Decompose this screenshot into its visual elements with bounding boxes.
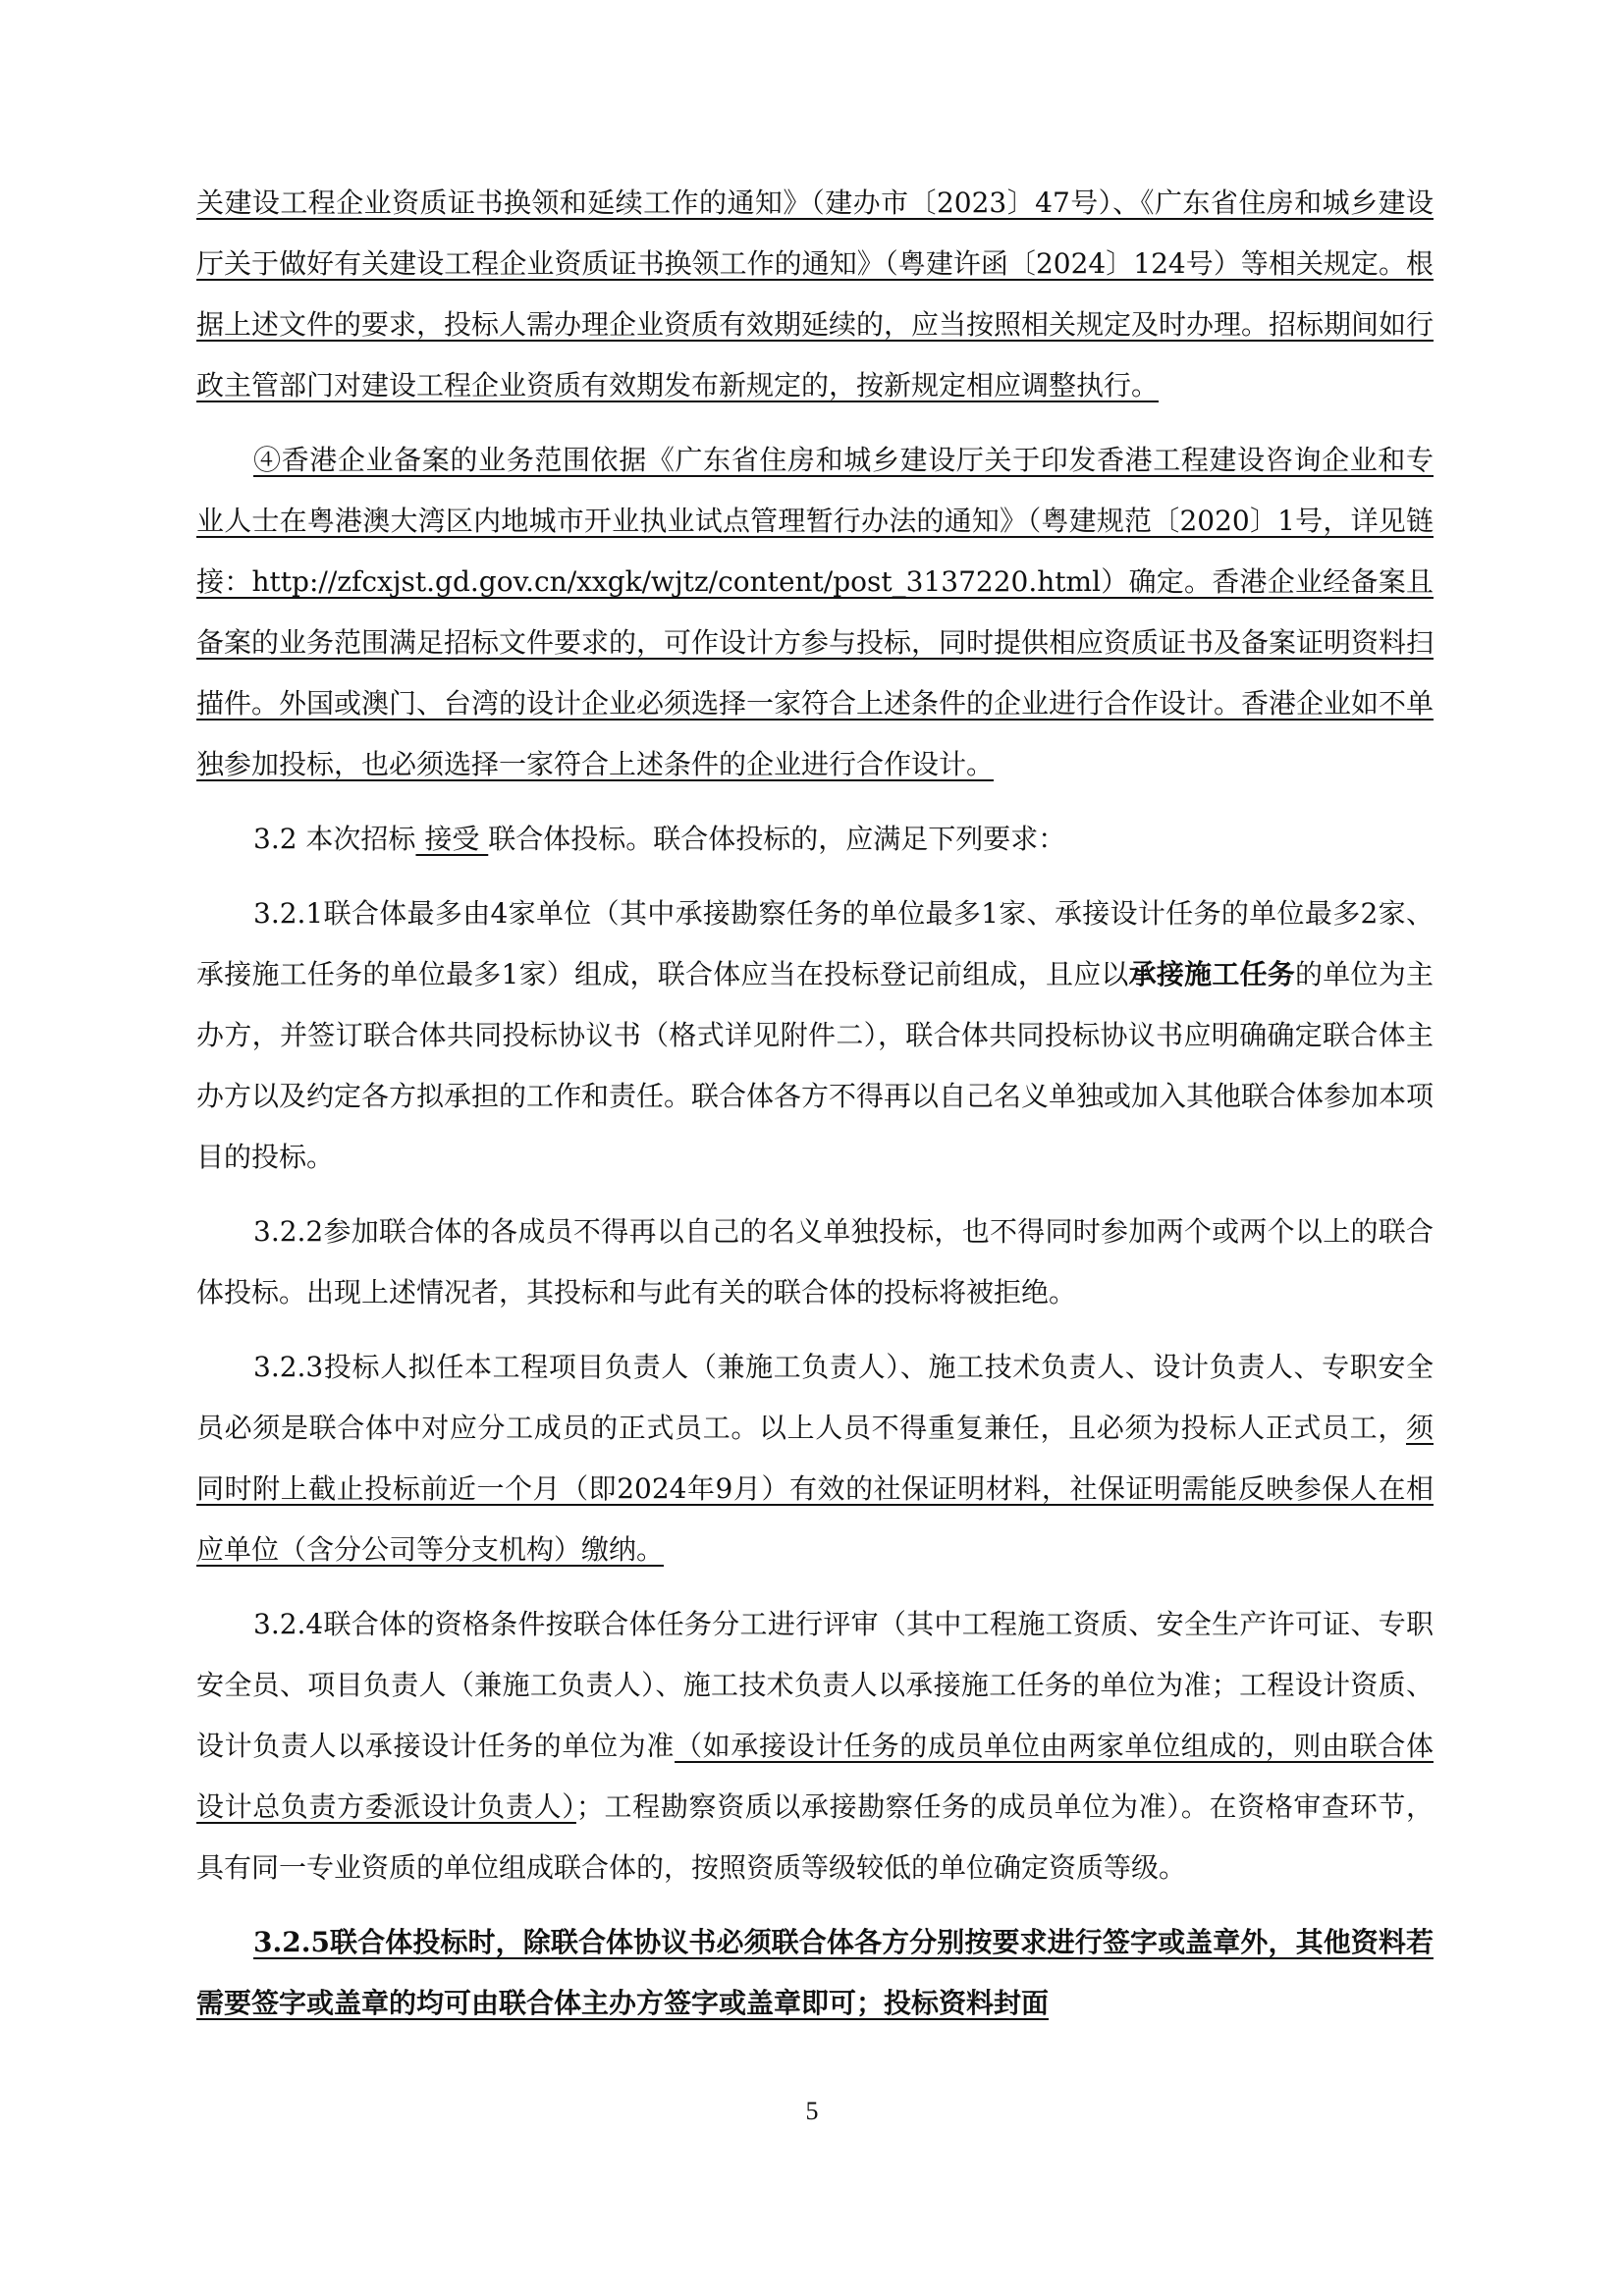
paragraph-3-2-3 xyxy=(196,1337,1434,1580)
underlined-text: 须同时附上截止投标前近一个月（即2024年9月）有效的社保证明材料，社保证明需能反映参保人在相应单位（含分公司等分支机构）缴纳。 xyxy=(196,1412,1434,1566)
paragraph-3-2-2 xyxy=(196,1201,1434,1323)
paragraph-qualification-extension xyxy=(196,173,1434,416)
bold-underlined-text: 3.2.5联合体投标时，除联合体协议书必须联合体各方分别按要求进行签字或盖章外，其他资料若需要签字或盖章的均可由联合体主办方签字或盖章即可；投标资料封面 xyxy=(196,1926,1434,2019)
text-run: 的单位为主办方，并签订联合体共同投标协议书（格式详见附件二），联合体共同投标协议书应明确确定联合体主办方以及约定各方拟承担的工作和责任。联合体各方不得再以自己名义单独或加入其他联合体参加本项目的投标。 xyxy=(196,958,1435,1173)
text-run: 3.2.1联合体最多由4家单位（其中承接勘察任务的单位最多1家、承接设计任务的单位最多2家、承接施工任务的单位最多1家）组成，联合体应当在投标登记前组成，且应以 xyxy=(196,897,1434,990)
accept-underlined: 接受 xyxy=(415,823,489,855)
text-run: 3.2.2参加联合体的各成员不得再以自己的名义单独投标，也不得同时参加两个或两个以上的联合体投标。出现上述情况者，其投标和与此有关的联合体的投标将被拒绝。 xyxy=(196,1215,1434,1308)
text-run: 3.2 本次招标 xyxy=(253,823,416,855)
paragraph-3-2-1 xyxy=(196,883,1434,1188)
text-run: 3.2.3投标人拟任本工程项目负责人（兼施工负责人）、施工技术负责人、设计负责人、专职安全员必须是联合体中对应分工成员的正式员工。以上人员不得重复兼任，且必须为投标人正式员工， xyxy=(196,1351,1434,1444)
paragraph-hong-kong-enterprise xyxy=(196,430,1434,795)
document-body xyxy=(196,173,1434,2034)
page-number: 5 xyxy=(805,2097,819,2125)
underlined-text: （如承接设计任务的成员单位由两家单位组成的，则由联合体设计总负责方委派设计负责人） xyxy=(196,1730,1434,1823)
text-run: ；工程勘察资质以承接勘察任务的成员单位为准）。在资格审查环节，具有同一专业资质的单位组成联合体的，按照资质等级较低的单位确定资质等级。 xyxy=(196,1790,1434,1884)
underlined-text: ④香港企业备案的业务范围依据《广东省住房和城乡建设厅关于印发香港工程建设咨询企业和专业人士在粤港澳大湾区内地城市开业执业试点管理暂行办法的通知》（粤建规范〔2020〕1号，详见链接：http://zfcxjst.gd.gov.cn/xxgk/wjtz/content/post_3137220.html）确定。香港企业经备案且备案的业务范围满足招标文件要求的，可作设计方参与投标，同时提供相应资质证书及备案证明资料扫描件。外国或澳门、台湾的设计企业必须选择一家符合上述条件的企业进行合作设计。香港企业如不单独参加投标，也必须选择一家符合上述条件的企业进行合作设计。 xyxy=(196,444,1435,780)
text-run: 3.2.4联合体的资格条件按联合体任务分工进行评审（其中工程施工资质、安全生产许可证、专职安全员、项目负责人（兼施工负责人）、施工技术负责人以承接施工任务的单位为准；工程设计资质、设计负责人以承接设计任务的单位为准 xyxy=(196,1608,1434,1762)
text-run: 联合体投标。联合体投标的，应满足下列要求： xyxy=(488,823,1066,855)
bold-text: 承接施工任务 xyxy=(1128,958,1296,990)
underlined-text: 关建设工程企业资质证书换领和延续工作的通知》（建办市〔2023〕47号）、《广东省住房和城乡建设厅关于做好有关建设工程企业资质证书换领工作的通知》（粤建许函〔2024〕124号）等相关规定。根据上述文件的要求，投标人需办理企业资质有效期延续的，应当按照相关规定及时办理。招标期间如行政主管部门对建设工程企业资质有效期发布新规定的，按新规定相应调整执行。 xyxy=(196,187,1435,401)
paragraph-3-2 xyxy=(196,809,1434,870)
paragraph-3-2-4 xyxy=(196,1594,1434,1898)
paragraph-3-2-5 xyxy=(196,1912,1434,2034)
